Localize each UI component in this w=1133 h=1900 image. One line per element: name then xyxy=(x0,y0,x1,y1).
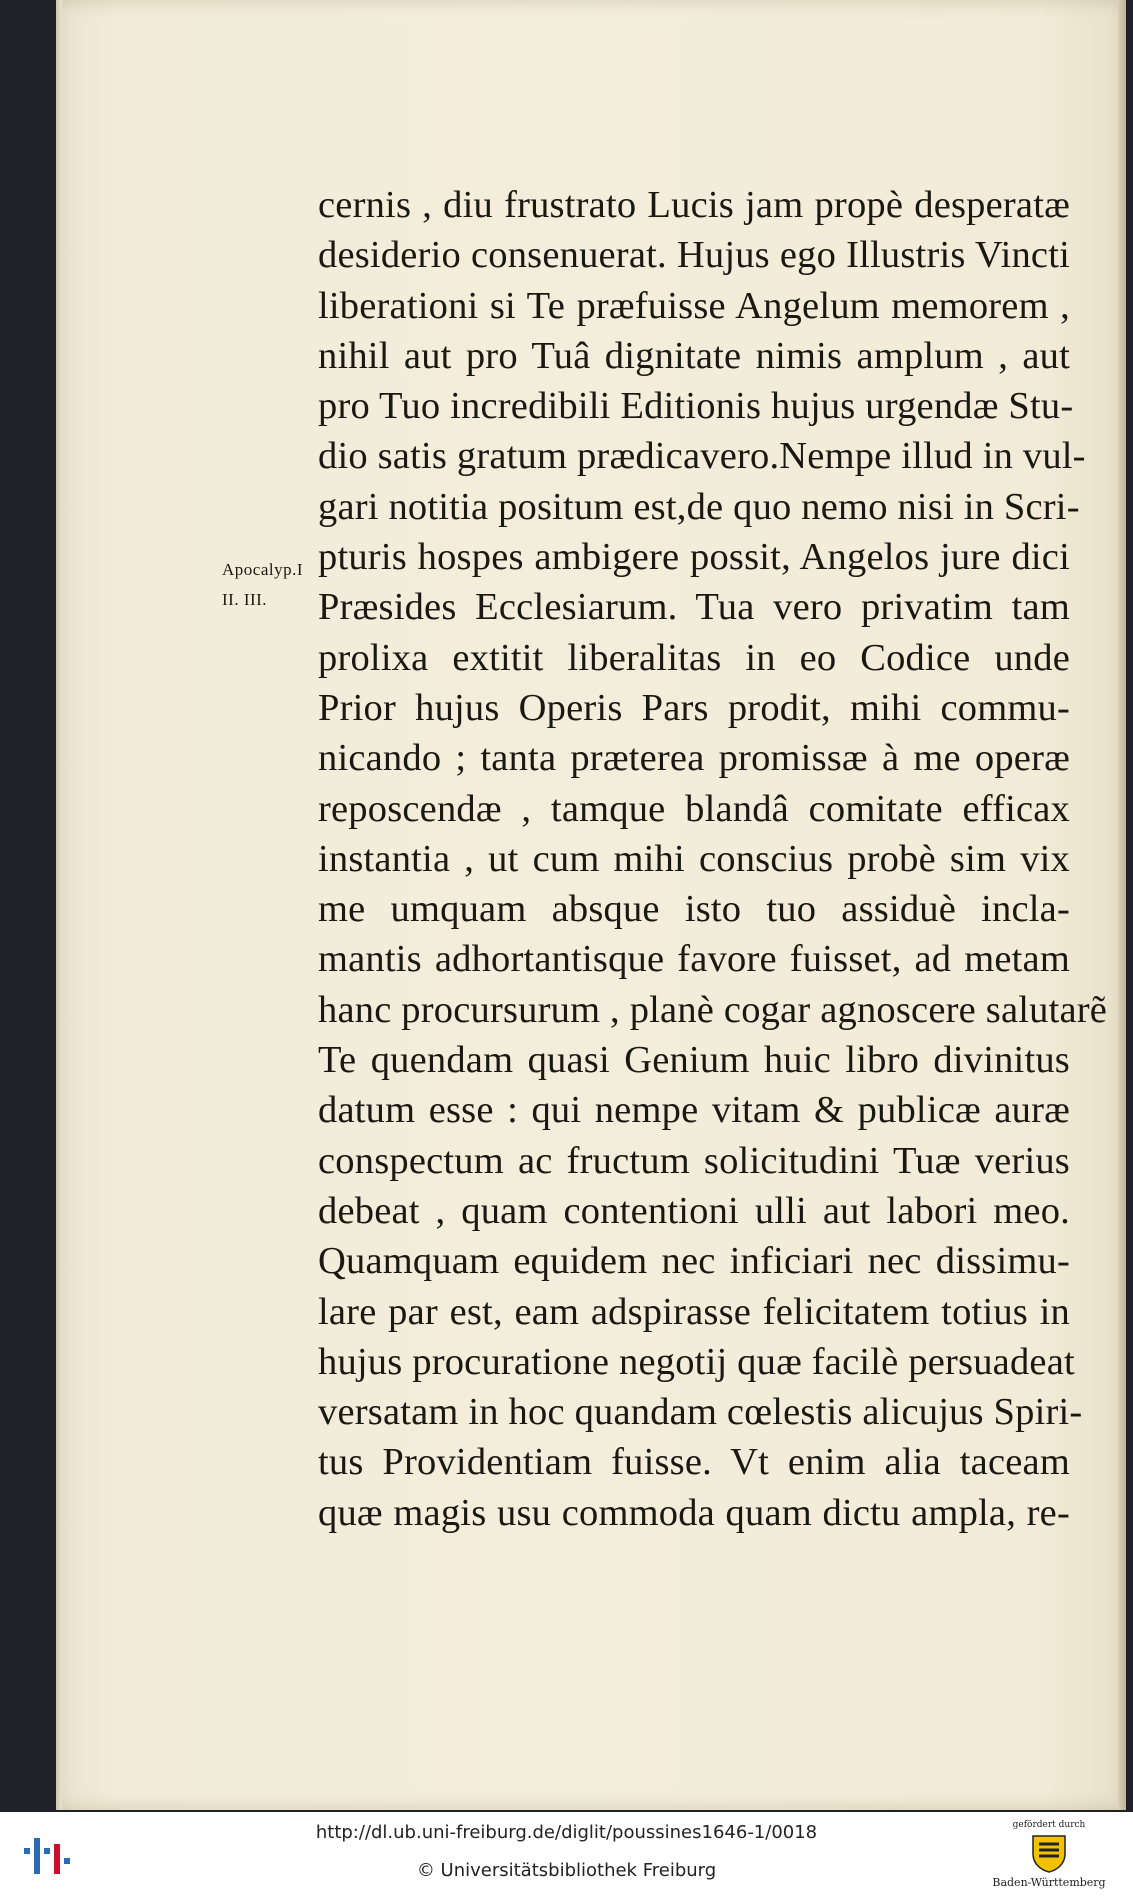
funder-name: Baden-Württemberg xyxy=(992,1876,1106,1889)
text-line: liberationi si Te præfuisse Angelum memorem , xyxy=(318,284,1070,327)
funder-logo xyxy=(984,1818,1114,1898)
text-line: lare par est, eam adspirasse felicitatem totius in xyxy=(318,1290,1070,1333)
text-line: pro Tuo incredibili Editionis hujus urgendæ Stu- xyxy=(318,385,1074,428)
text-line: quæ magis usu commoda quam dictu ampla, re- xyxy=(318,1491,1070,1534)
text-line: Te quendam quasi Genium huic libro divinitus xyxy=(318,1039,1070,1082)
text-line: pturis hospes ambigere possit, Angelos jure dici xyxy=(318,536,1070,579)
text-line: tus Providentiam fuisse. Vt enim alia taceam xyxy=(318,1441,1070,1484)
marginal-note xyxy=(222,555,303,615)
text-line: desiderio consenuerat. Hujus ego Illustris Vincti xyxy=(318,234,1070,277)
text-line: me umquam absque isto tuo assiduè incla- xyxy=(318,888,1070,931)
text-line: conspectum ac fructum solicitudini Tuæ verius xyxy=(318,1139,1070,1182)
text-line: hanc procursurum , planè cogar agnoscere salutarẽ xyxy=(318,988,1108,1031)
text-line: nihil aut pro Tuâ dignitate nimis amplum , aut xyxy=(318,334,1070,377)
text-line: versatam in hoc quandam cœlestis alicujus Spiri- xyxy=(318,1391,1083,1434)
page-gutter xyxy=(56,0,62,1810)
text-line: cernis , diu frustrato Lucis jam propè desperatæ xyxy=(318,184,1070,226)
text-line: Quamquam equidem nec inficiari nec dissimu- xyxy=(318,1240,1070,1283)
text-line: Præsides Ecclesiarum. Tua vero privatim tam xyxy=(318,586,1070,629)
text-line: instantia , ut cum mihi conscius probè sim vix xyxy=(318,837,1070,880)
text-line: nicando ; tanta præterea promissæ à me operæ xyxy=(318,737,1070,780)
text-line: dio satis gratum prædicavero.Nempe illud in vul- xyxy=(318,435,1086,478)
body-text xyxy=(318,180,1108,1538)
text-line: datum esse : qui nempe vitam & publicæ auræ xyxy=(318,1089,1070,1132)
footer xyxy=(0,1812,1133,1900)
funded-by-label: gefördert durch xyxy=(1012,1820,1086,1830)
text-line: Prior hujus Operis Pars prodit, mihi commu- xyxy=(318,686,1070,729)
marginal-note-line: Apocalyp.I xyxy=(222,560,304,579)
marginal-note-line: II. III. xyxy=(222,590,268,609)
text-line: prolixa extitit liberalitas in eo Codice unde xyxy=(318,636,1070,679)
text-line: gari notitia positum est,de quo nemo nisi in Scri- xyxy=(318,485,1080,528)
copyright-text: © Universitätsbibliothek Freiburg xyxy=(416,1860,717,1881)
text-line: debeat , quam contentioni ulli aut labori meo. xyxy=(318,1189,1070,1232)
text-line: reposcendæ , tamque blandâ comitate efficax xyxy=(318,787,1070,830)
crest-icon xyxy=(1031,1834,1067,1874)
text-line: mantis adhortantisque favore fuisset, ad metam xyxy=(318,938,1070,981)
permalink-url[interactable]: http://dl.ub.uni-freiburg.de/diglit/poussines1646-1/0018 xyxy=(315,1822,818,1843)
page-edge xyxy=(1118,0,1126,1810)
text-line: hujus procuratione negotij quæ facilè persuadeat xyxy=(318,1340,1075,1383)
